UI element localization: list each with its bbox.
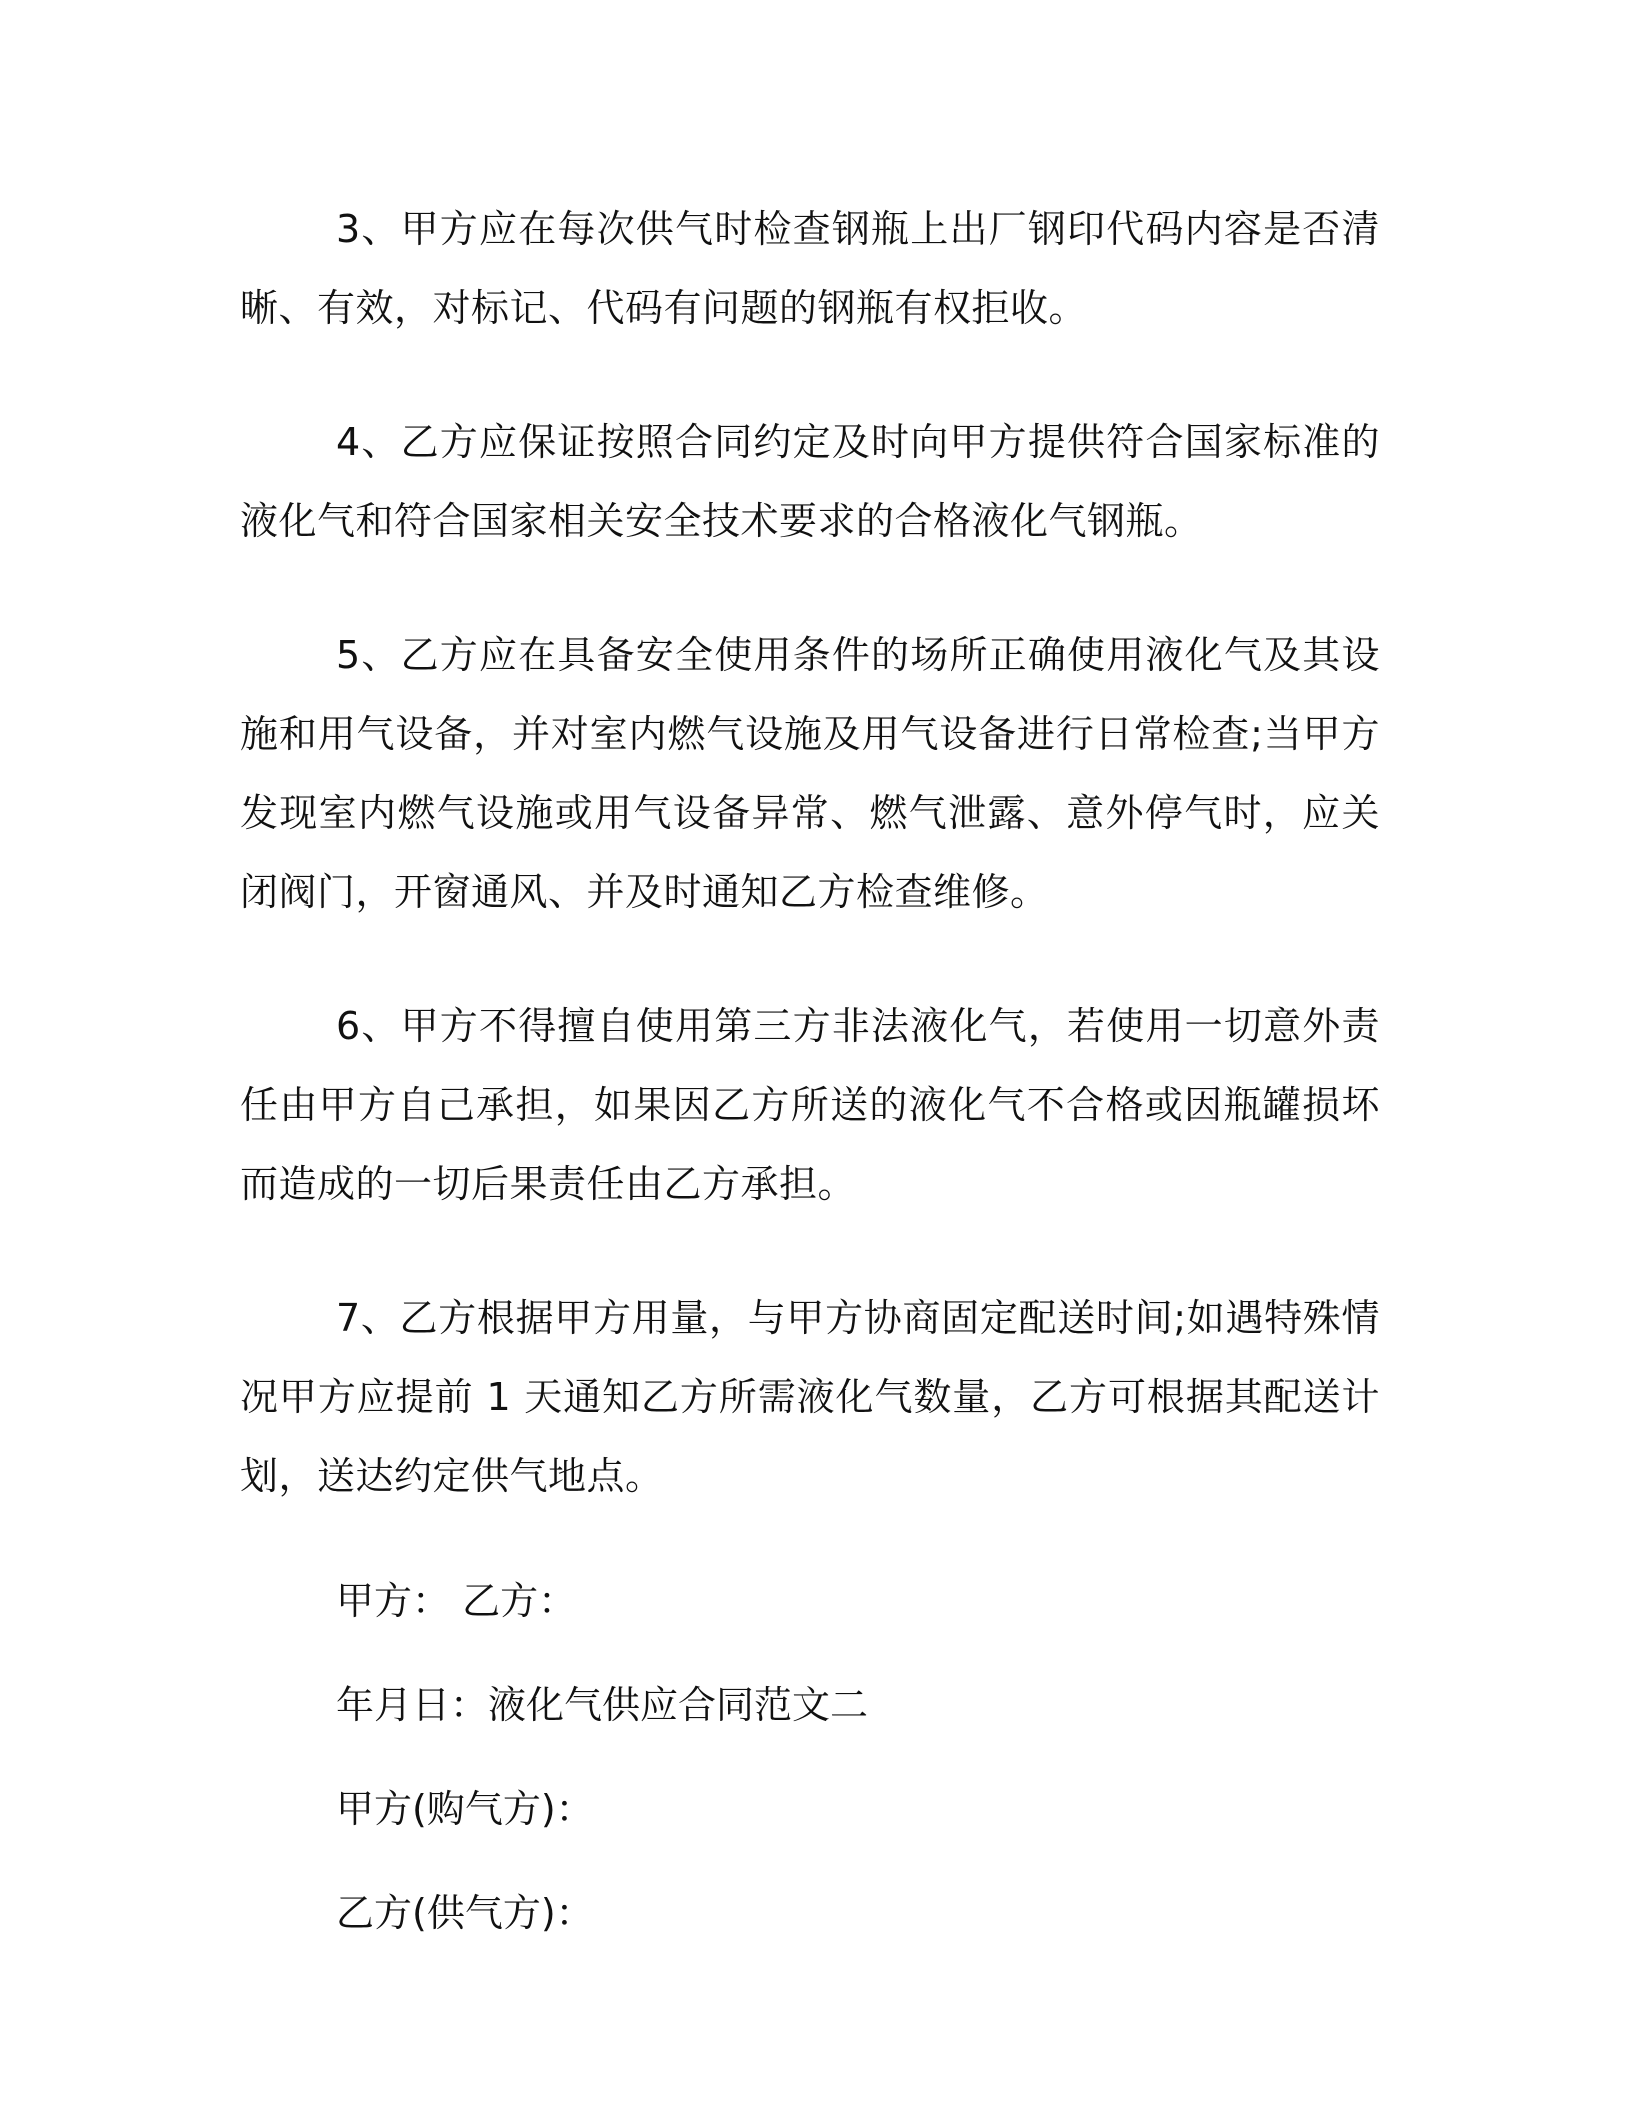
clause-4: 4、乙方应保证按照合同约定及时向甲方提供符合国家标准的液化气和符合国家相关安全技术要求的合格液化气钢瓶。 (240, 420, 1380, 543)
clause-7: 7、乙方根据甲方用量，与甲方协商固定配送时间;如遇特殊情况甲方应提前 1 天通知乙方所需液化气数量，乙方可根据其配送计划，送达约定供气地点。 (240, 1296, 1380, 1498)
supplier-party-line: 乙方(供气方)： (336, 1891, 594, 1935)
clause-3: 3、甲方应在每次供气时检查钢瓶上出厂钢印代码内容是否清晰、有效，对标记、代码有问题的钢瓶有权拒收。 (240, 207, 1380, 330)
party-signature-line: 甲方： 乙方： (336, 1579, 577, 1623)
buyer-party-line: 甲方(购气方)： (336, 1787, 594, 1831)
document-body (240, 190, 1380, 1987)
clause-5: 5、乙方应在具备安全使用条件的场所正确使用液化气及其设施和用气设备，并对室内燃气设施及用气设备进行日常检查;当甲方发现室内燃气设施或用气设备异常、燃气泄露、意外停气时，应关闭阀门，开窗通风、并及时通知乙方检查维修。 (240, 633, 1380, 914)
clause-6: 6、甲方不得擅自使用第三方非法液化气，若使用一切意外责任由甲方自己承担，如果因乙方所送的液化气不合格或因瓶罐损坏而造成的一切后果责任由乙方承担。 (240, 1004, 1380, 1206)
date-and-next-title-line: 年月日：液化气供应合同范文二 (336, 1683, 869, 1727)
